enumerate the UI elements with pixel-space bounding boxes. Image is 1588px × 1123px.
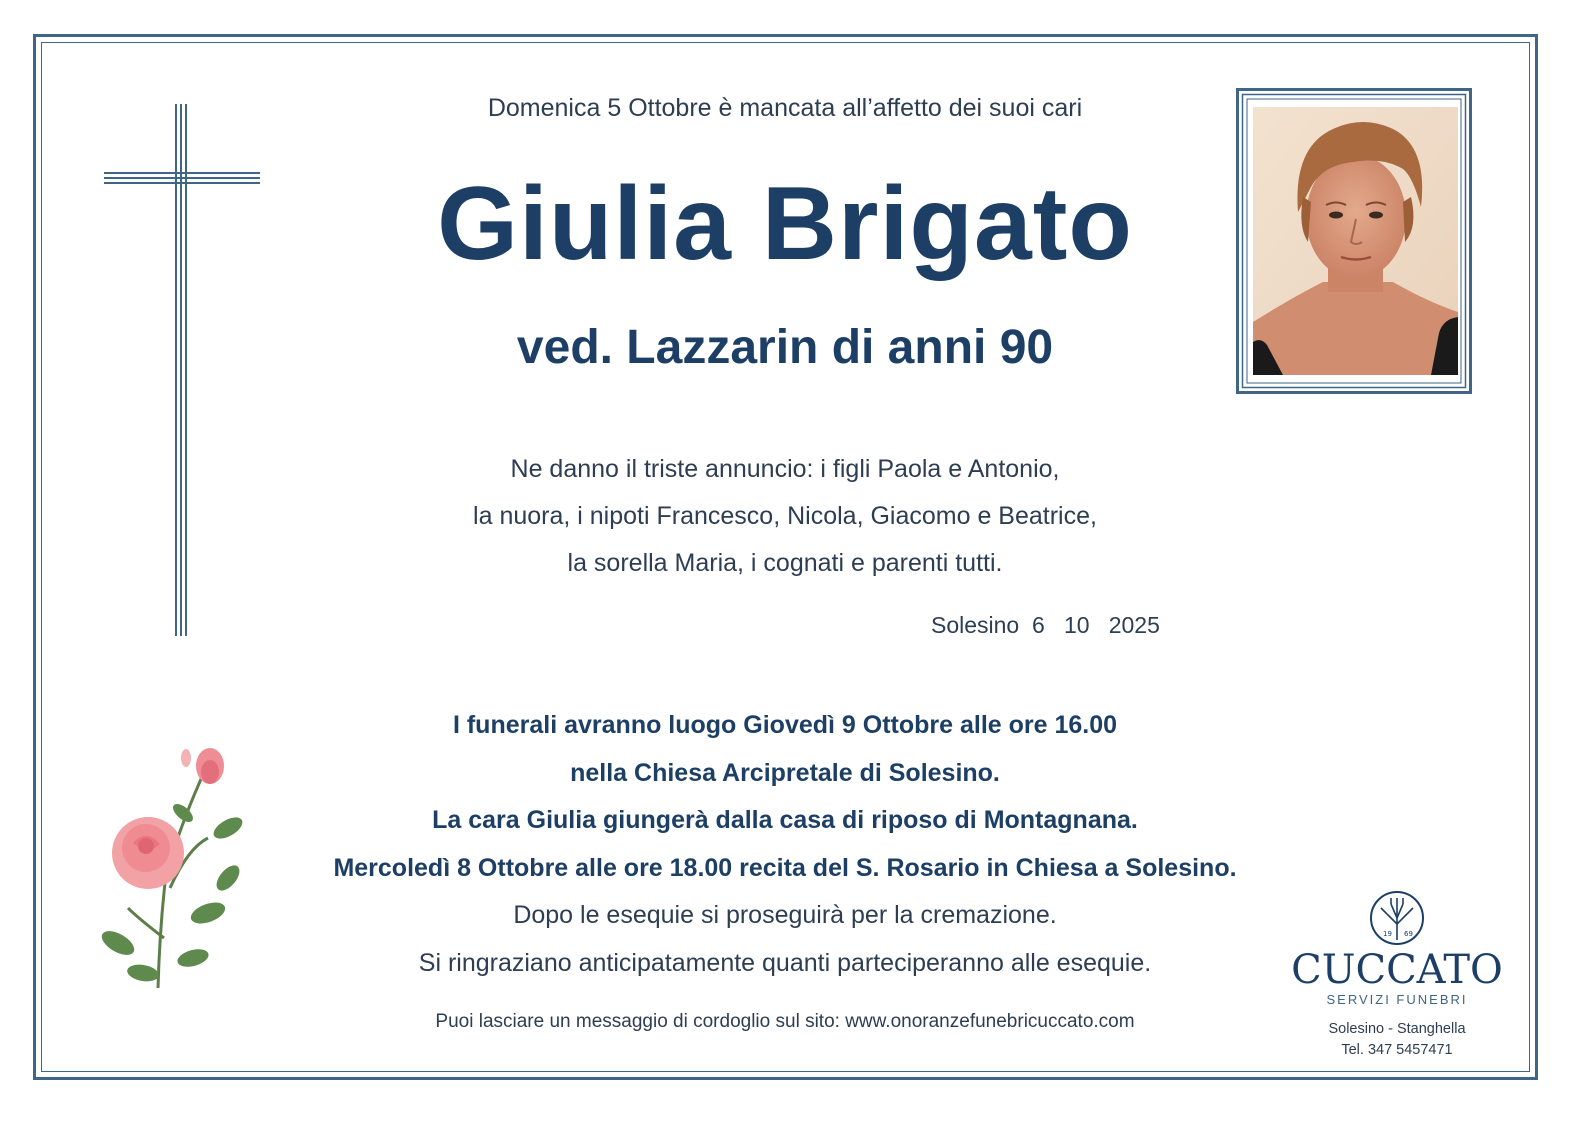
funeral-line: I funerali avranno luogo Giovedì 9 Ottobre alle ore 16.00 (452, 711, 1118, 739)
website-note: Puoi lasciare un messaggio di cordoglio sul sito: www.onoranzefunebricuccato.com (435, 1011, 1135, 1032)
logo-brand: CUCCATO (1291, 947, 1503, 993)
deceased-name: Giulia Brigato (437, 166, 1133, 282)
announcement-line: Ne danno il triste annuncio: i figli Paola e Antonio, (510, 455, 1060, 483)
rose-icon (88, 738, 268, 998)
funeral-line: Dopo le esequie si proseguirà per la cremazione. (513, 901, 1057, 929)
announcement-line: la nuora, i nipoti Francesco, Nicola, Giacomo e Beatrice, (473, 502, 1097, 530)
funeral-line: Si ringraziano anticipatamente quanti parteciperanno alle esequie. (418, 948, 1152, 977)
portrait-photo (1253, 107, 1458, 375)
intro-text: Domenica 5 Ottobre è mancata all’affetto dei suoi cari (487, 94, 1083, 122)
announcement (300, 446, 1270, 587)
logo-tagline: SERVIZI FUNEBRI (1326, 992, 1468, 1007)
announcement-line: la sorella Maria, i cognati e parenti tutti. (567, 549, 1003, 577)
logo-phone: Tel. 347 5457471 (1341, 1042, 1453, 1058)
funeral-line: La cara Giulia giungerà dalla casa di riposo di Montagnana. (432, 806, 1138, 834)
place-date: Solesino 6 10 2025 (931, 612, 1160, 638)
deceased-subtitle: ved. Lazzarin di anni 90 (516, 321, 1054, 374)
company-logo (1286, 890, 1508, 1060)
funeral-line: nella Chiesa Arcipretale di Solesino. (570, 758, 1000, 787)
cross-icon (104, 104, 260, 636)
logo-year-right: 69 (1404, 930, 1413, 938)
funeral-details (300, 702, 1270, 987)
logo-location: Solesino - Stanghella (1328, 1021, 1466, 1037)
funeral-line: Mercoledì 8 Ottobre alle ore 18.00 recita del S. Rosario in Chiesa a Solesino. (333, 853, 1237, 882)
logo-year-left: 19 (1383, 930, 1392, 938)
tree-icon (1369, 890, 1425, 946)
